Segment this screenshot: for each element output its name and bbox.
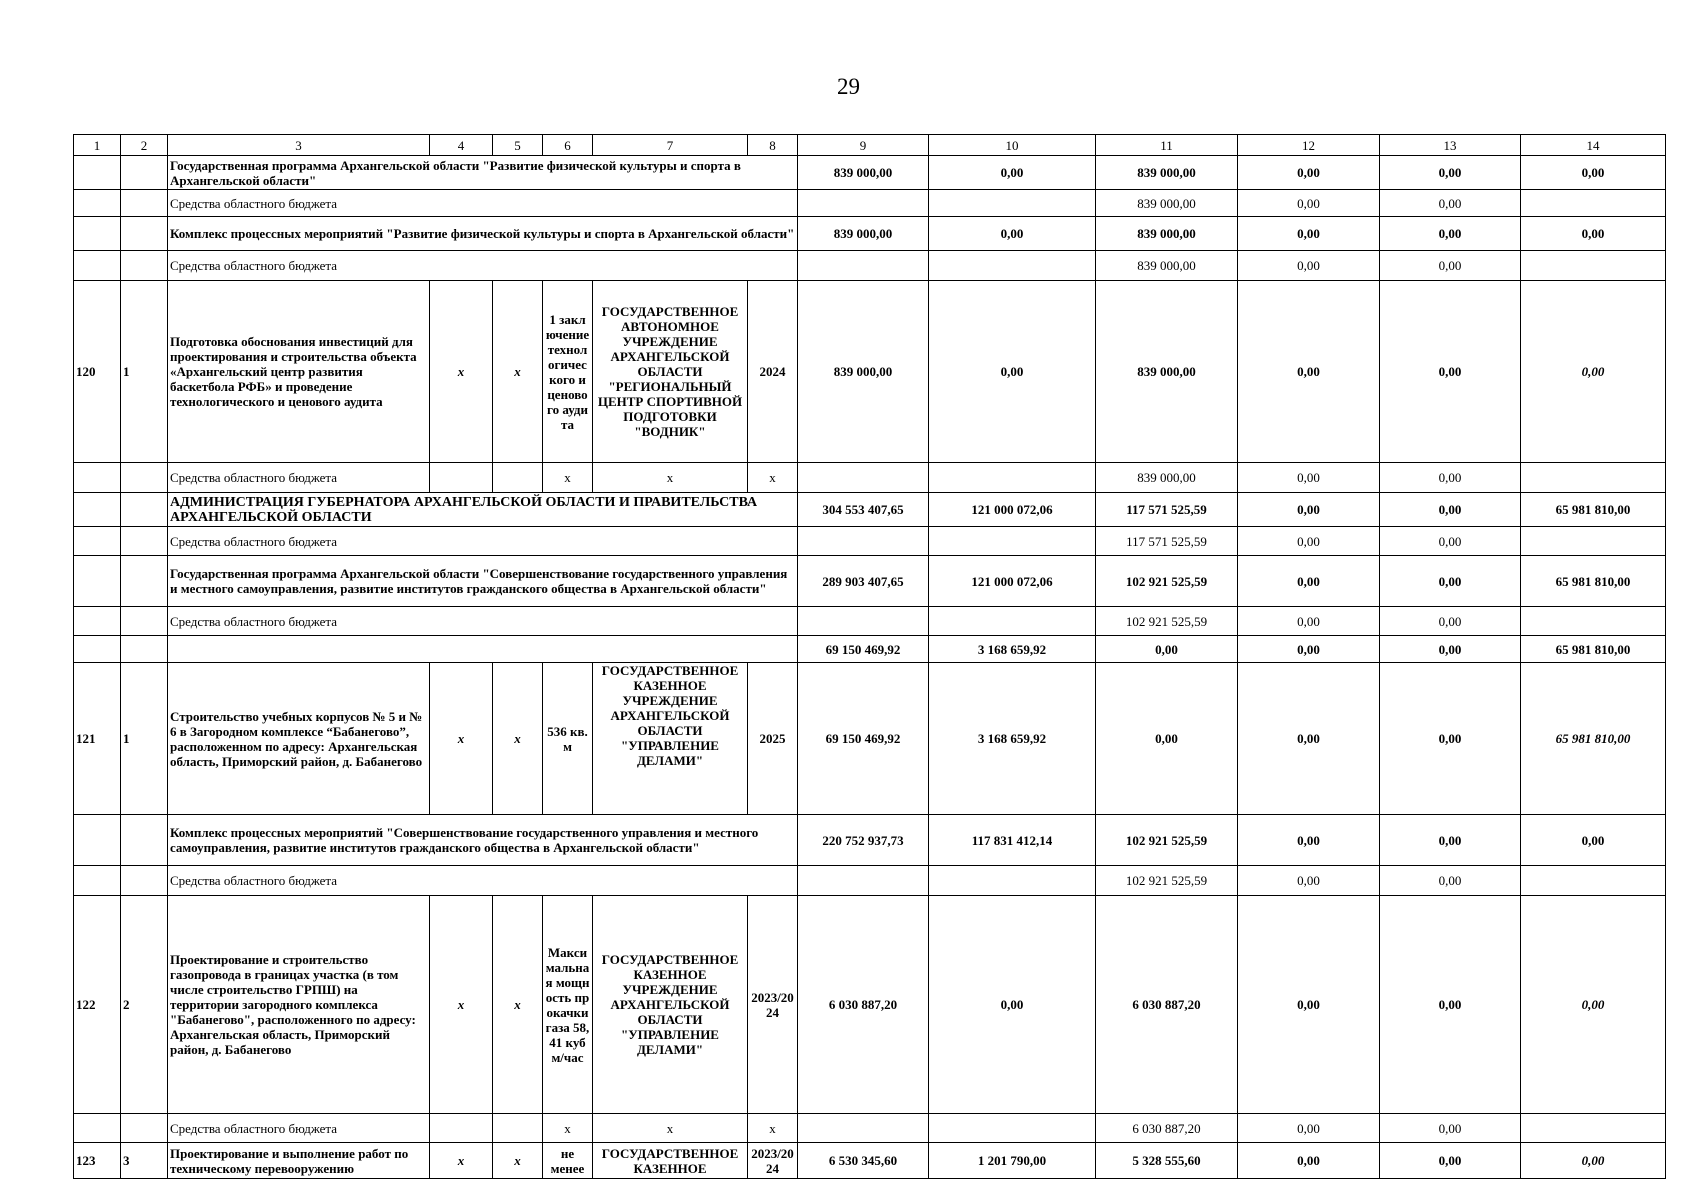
cell-value: 117 831 412,14 <box>929 815 1096 866</box>
cell-value: 65 981 810,00 <box>1521 556 1666 607</box>
column-header: 13 <box>1380 135 1521 156</box>
column-header: 1 <box>74 135 121 156</box>
cell-value: 0,00 <box>1238 815 1380 866</box>
cell-value: 0,00 <box>1238 493 1380 527</box>
cell-value: 0,00 <box>1238 217 1380 251</box>
year-cell: 2024 <box>748 281 798 463</box>
complex-title: Комплекс процессных мероприятий "Совершенствование государственного управления и местного самоуправления, развитие институтов гражданского общества в Архангельской области" <box>168 815 798 866</box>
cell-value: 102 921 525,59 <box>1096 815 1238 866</box>
cell-value: 0,00 <box>1238 190 1380 217</box>
budget-source-label: Средства областного бюджета <box>168 463 430 493</box>
cell-value: 0,00 <box>929 217 1096 251</box>
administration-title: АДМИНИСТРАЦИЯ ГУБЕРНАТОРА АРХАНГЕЛЬСКОЙ ОБЛАСТИ И ПРАВИТЕЛЬСТВА АРХАНГЕЛЬСКОЙ ОБЛАСТИ <box>168 493 798 527</box>
table-row <box>74 896 1666 1114</box>
organization-cell: ГОСУДАРСТВЕННОЕ КАЗЕННОЕ <box>593 1143 748 1179</box>
budget-source-label: Средства областного бюджета <box>168 251 798 281</box>
table-row <box>74 251 1666 281</box>
table-row <box>74 190 1666 217</box>
cell-value: 0,00 <box>1238 251 1380 281</box>
table-row <box>74 663 1666 815</box>
cell-value: 69 150 469,92 <box>798 663 929 815</box>
cell-value: 0,00 <box>1380 556 1521 607</box>
cell-value: 0,00 <box>929 281 1096 463</box>
cell-value: x <box>593 1114 748 1143</box>
capacity-cell: не менее <box>543 1143 593 1179</box>
cell-value: 0,00 <box>1380 1143 1521 1179</box>
column-header: 6 <box>543 135 593 156</box>
column-header: 11 <box>1096 135 1238 156</box>
cell-value: 289 903 407,65 <box>798 556 929 607</box>
budget-source-label: Средства областного бюджета <box>168 527 798 556</box>
cell-value: 1 201 790,00 <box>929 1143 1096 1179</box>
cell-value: 839 000,00 <box>1096 217 1238 251</box>
cell-value: 0,00 <box>1380 866 1521 896</box>
cell-value: x <box>748 463 798 493</box>
organization-cell: ГОСУДАРСТВЕННОЕ КАЗЕННОЕ УЧРЕЖДЕНИЕ АРХАНГЕЛЬСКОЙ ОБЛАСТИ "УПРАВЛЕНИЕ ДЕЛАМИ" <box>593 663 748 815</box>
cell-value: 6 530 345,60 <box>798 1143 929 1179</box>
header-row <box>74 135 1666 156</box>
cell-value: x <box>493 663 543 815</box>
table-row <box>74 281 1666 463</box>
cell-value: 220 752 937,73 <box>798 815 929 866</box>
budget-table <box>73 134 1666 1179</box>
cell-value: 0,00 <box>1380 463 1521 493</box>
cell-value: 0,00 <box>1380 527 1521 556</box>
budget-source-label: Средства областного бюджета <box>168 607 798 636</box>
cell-value: 0,00 <box>1380 663 1521 815</box>
cell-value: x <box>430 896 493 1114</box>
cell-value: 0,00 <box>1238 636 1380 663</box>
cell-value: 65 981 810,00 <box>1521 663 1666 815</box>
organization-cell: ГОСУДАРСТВЕННОЕ КАЗЕННОЕ УЧРЕЖДЕНИЕ АРХАНГЕЛЬСКОЙ ОБЛАСТИ "УПРАВЛЕНИЕ ДЕЛАМИ" <box>593 896 748 1114</box>
cell-value: 839 000,00 <box>1096 251 1238 281</box>
column-header: 4 <box>430 135 493 156</box>
object-description: Подготовка обоснования инвестиций для проектирования и строительства объекта «Архангельский центр развития баскетбола РФБ» и проведение технологического и ценового аудита <box>168 281 430 463</box>
cell-value: 102 921 525,59 <box>1096 556 1238 607</box>
cell-value: 65 981 810,00 <box>1521 636 1666 663</box>
table-row <box>74 1143 1666 1179</box>
column-header: 5 <box>493 135 543 156</box>
capacity-cell: Максимальная мощность прокачки газа 58,41 куб м/час <box>543 896 593 1114</box>
cell-value: 0,00 <box>1238 1114 1380 1143</box>
budget-source-label: Средства областного бюджета <box>168 866 798 896</box>
cell-value: 0,00 <box>1521 156 1666 190</box>
column-header: 3 <box>168 135 430 156</box>
cell-value: 0,00 <box>1521 815 1666 866</box>
table-row <box>74 1114 1666 1143</box>
cell-value: x <box>430 281 493 463</box>
table-row <box>74 866 1666 896</box>
table-row <box>74 463 1666 493</box>
cell-value: 839 000,00 <box>1096 156 1238 190</box>
cell-value: 117 571 525,59 <box>1096 493 1238 527</box>
cell-value: 3 168 659,92 <box>929 636 1096 663</box>
cell-value: 0,00 <box>1380 251 1521 281</box>
cell-value: x <box>430 663 493 815</box>
cell-value: x <box>543 1114 593 1143</box>
cell-value: 0,00 <box>1380 190 1521 217</box>
table-row <box>74 156 1666 190</box>
capacity-cell: 1 заключение технологического и ценового аудита <box>543 281 593 463</box>
cell-value: 839 000,00 <box>798 281 929 463</box>
cell-value: 0,00 <box>1380 281 1521 463</box>
program-title: Государственная программа Архангельской области "Развитие физической культуры и спорта в Архангельской области" <box>168 156 798 190</box>
cell-value: x <box>493 281 543 463</box>
capacity-cell: 536 кв. м <box>543 663 593 815</box>
cell-value: x <box>493 896 543 1114</box>
row-subnumber: 2 <box>121 896 168 1114</box>
column-header: 2 <box>121 135 168 156</box>
table-row <box>74 607 1666 636</box>
row-number: 120 <box>74 281 121 463</box>
object-description: Проектирование и выполнение работ по техническому перевооружению <box>168 1143 430 1179</box>
row-subnumber: 1 <box>121 663 168 815</box>
cell-value: 839 000,00 <box>1096 281 1238 463</box>
cell-value: 69 150 469,92 <box>798 636 929 663</box>
cell-value: 0,00 <box>1238 896 1380 1114</box>
object-description: Проектирование и строительство газопровода в границах участка (в том числе строительство ГРПШ) на территории загородного комплекса "Бабанегово", расположенного по адресу: Архангельская область, Приморский район, д. Бабанегово <box>168 896 430 1114</box>
cell-value: 121 000 072,06 <box>929 556 1096 607</box>
cell-value: x <box>748 1114 798 1143</box>
cell-value: 839 000,00 <box>1096 463 1238 493</box>
cell-value: 0,00 <box>1238 281 1380 463</box>
cell-value: 0,00 <box>1096 663 1238 815</box>
column-header: 14 <box>1521 135 1666 156</box>
cell-value: 65 981 810,00 <box>1521 493 1666 527</box>
cell-value: 0,00 <box>1096 636 1238 663</box>
column-header: 8 <box>748 135 798 156</box>
complex-title: Комплекс процессных мероприятий "Развитие физической культуры и спорта в Архангельской области" <box>168 217 798 251</box>
cell-value: 102 921 525,59 <box>1096 607 1238 636</box>
cell-value: 0,00 <box>1238 607 1380 636</box>
table-row <box>74 636 1666 663</box>
cell-value: 102 921 525,59 <box>1096 866 1238 896</box>
table-row <box>74 493 1666 527</box>
cell-value: 117 571 525,59 <box>1096 527 1238 556</box>
cell-value: 0,00 <box>1238 527 1380 556</box>
cell-value: 0,00 <box>1380 815 1521 866</box>
row-subnumber: 1 <box>121 281 168 463</box>
cell-value: 0,00 <box>1521 1143 1666 1179</box>
page-number: 29 <box>837 74 860 99</box>
cell-value: 0,00 <box>1238 866 1380 896</box>
budget-source-label: Средства областного бюджета <box>168 190 798 217</box>
cell-value: 839 000,00 <box>798 217 929 251</box>
cell-value: x <box>430 1143 493 1179</box>
cell-value: 0,00 <box>1238 1143 1380 1179</box>
table-row <box>74 527 1666 556</box>
cell-value: x <box>543 463 593 493</box>
cell-value: 6 030 887,20 <box>798 896 929 1114</box>
cell-value: 121 000 072,06 <box>929 493 1096 527</box>
row-subnumber: 3 <box>121 1143 168 1179</box>
year-cell: 2023/2024 <box>748 1143 798 1179</box>
cell-value: 0,00 <box>1380 217 1521 251</box>
cell-value: 6 030 887,20 <box>1096 1114 1238 1143</box>
cell-value: 3 168 659,92 <box>929 663 1096 815</box>
cell-value: 0,00 <box>929 896 1096 1114</box>
cell-value: 0,00 <box>1380 1114 1521 1143</box>
cell-value: 0,00 <box>1238 556 1380 607</box>
cell-value: 0,00 <box>1521 896 1666 1114</box>
cell-value: x <box>493 1143 543 1179</box>
cell-value: 0,00 <box>1521 217 1666 251</box>
object-description: Строительство учебных корпусов № 5 и № 6 в Загородном комплексе “Бабанегово”, расположенном по адресу: Архангельская область, Приморский район, д. Бабанегово <box>168 663 430 815</box>
cell-value: 0,00 <box>1380 607 1521 636</box>
table-row <box>74 217 1666 251</box>
cell-value: 839 000,00 <box>798 156 929 190</box>
cell-value: 0,00 <box>929 156 1096 190</box>
table-row <box>74 815 1666 866</box>
cell-value: 0,00 <box>1380 493 1521 527</box>
year-cell: 2025 <box>748 663 798 815</box>
budget-source-label: Средства областного бюджета <box>168 1114 430 1143</box>
row-number: 122 <box>74 896 121 1114</box>
cell-value: x <box>593 463 748 493</box>
column-header: 10 <box>929 135 1096 156</box>
cell-value: 0,00 <box>1380 636 1521 663</box>
row-number: 123 <box>74 1143 121 1179</box>
row-number: 121 <box>74 663 121 815</box>
cell-value: 839 000,00 <box>1096 190 1238 217</box>
program-title: Государственная программа Архангельской области "Совершенствование государственного управления и местного самоуправления, развитие институтов гражданского общества в Архангельской области" <box>168 556 798 607</box>
column-header: 12 <box>1238 135 1380 156</box>
organization-cell: ГОСУДАРСТВЕННОЕ АВТОНОМНОЕ УЧРЕЖДЕНИЕ АРХАНГЕЛЬСКОЙ ОБЛАСТИ "РЕГИОНАЛЬНЫЙ ЦЕНТР СПОРТИВНОЙ ПОДГОТОВКИ "ВОДНИК" <box>593 281 748 463</box>
column-header: 9 <box>798 135 929 156</box>
year-cell: 2023/2024 <box>748 896 798 1114</box>
cell-value: 0,00 <box>1238 663 1380 815</box>
cell-value: 0,00 <box>1380 896 1521 1114</box>
cell-value: 0,00 <box>1380 156 1521 190</box>
cell-value: 0,00 <box>1521 281 1666 463</box>
cell-value: 304 553 407,65 <box>798 493 929 527</box>
table-row <box>74 556 1666 607</box>
cell-value: 5 328 555,60 <box>1096 1143 1238 1179</box>
cell-value: 0,00 <box>1238 156 1380 190</box>
cell-value: 6 030 887,20 <box>1096 896 1238 1114</box>
column-header: 7 <box>593 135 748 156</box>
cell-value: 0,00 <box>1238 463 1380 493</box>
